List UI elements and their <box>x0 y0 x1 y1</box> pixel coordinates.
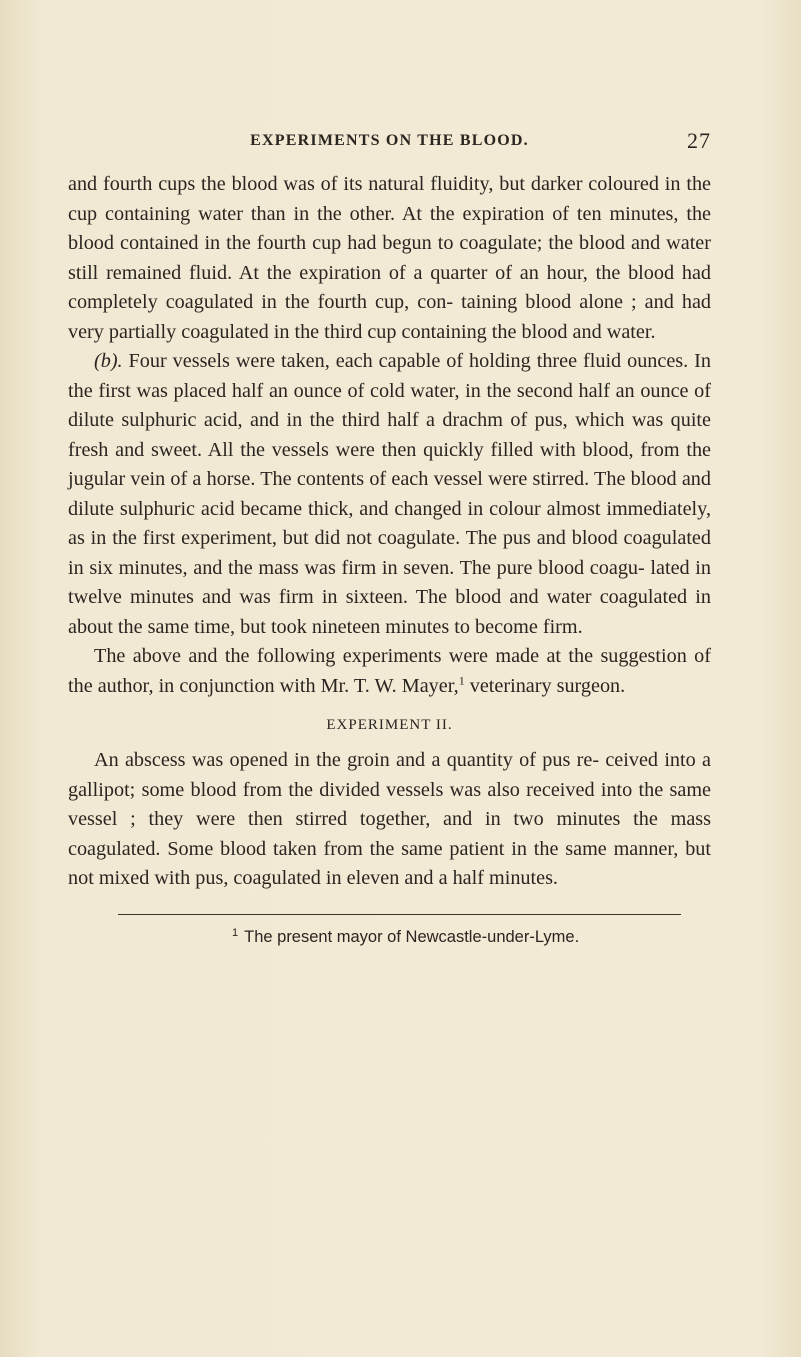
footnote-text: The present mayor of Newcastle-under-Lyme. <box>244 928 580 946</box>
suggestion-text: The above and the following experiments were made at the suggestion of the author, in conjunction with Mr. T. W. Mayer, <box>68 645 711 697</box>
footnote <box>232 926 579 948</box>
paragraph-experiment-ii: An abscess was opened in the groin and a quantity of pus re- ceived into a gallipot; some blood from the divided vessels was also received into the same vessel ; they were then stirred together, and in two minutes the mass coagulated. Some blood taken from the same patient in the same manner, but not mixed with pus, coagulated in eleven and a half minutes. <box>68 749 711 889</box>
experiment-b-text: Four vessels were taken, each capable of holding three fluid ounces. In the first was placed half an ounce of cold water, in the second half an ounce of dilute sulphuric acid, and in the third half a drachm of pus, which was quite fresh and sweet. All the vessels were then quickly filled with blood, from the jugular vein of a horse. The contents of each vessel were stirred. The blood and dilute sulphuric acid became thick, and changed in colour almost immediately, as in the first experiment, but did not coagulate. The pus and blood coagulated in six minutes, and the mass was firm in seven. The pure blood coagu- lated in twelve minutes and was firm in sixteen. The blood and water coagulated in about the same time, but took nineteen minutes to become firm. <box>68 350 711 638</box>
experiment-b-label: (b). <box>94 350 123 372</box>
paragraph-continuation: and fourth cups the blood was of its natural fluidity, but darker coloured in the cup containing water than in the other. At the expiration of ten minutes, the blood contained in the fourth cup had begun to coagulate; the blood and water still remained fluid. At the expiration of a quarter of an hour, the blood had completely coagulated in the fourth cup, con- taining blood alone ; and had very partially coagulated in the third cup containing the blood and water. <box>68 173 711 343</box>
page-number: 27 <box>687 128 711 153</box>
footnote-rule <box>118 914 681 915</box>
running-head-title: EXPERIMENTS ON THE BLOOD. <box>250 132 529 149</box>
footnote-marker: 1 <box>232 926 239 939</box>
section-heading: EXPERIMENT II. <box>326 717 453 733</box>
body-text <box>68 170 711 894</box>
suggestion-text-end: veterinary surgeon. <box>464 674 626 697</box>
paragraph-suggestion <box>68 642 711 701</box>
paragraph-experiment-b <box>68 347 711 642</box>
running-head <box>68 128 711 156</box>
footnote-reference: 1 <box>458 672 465 687</box>
